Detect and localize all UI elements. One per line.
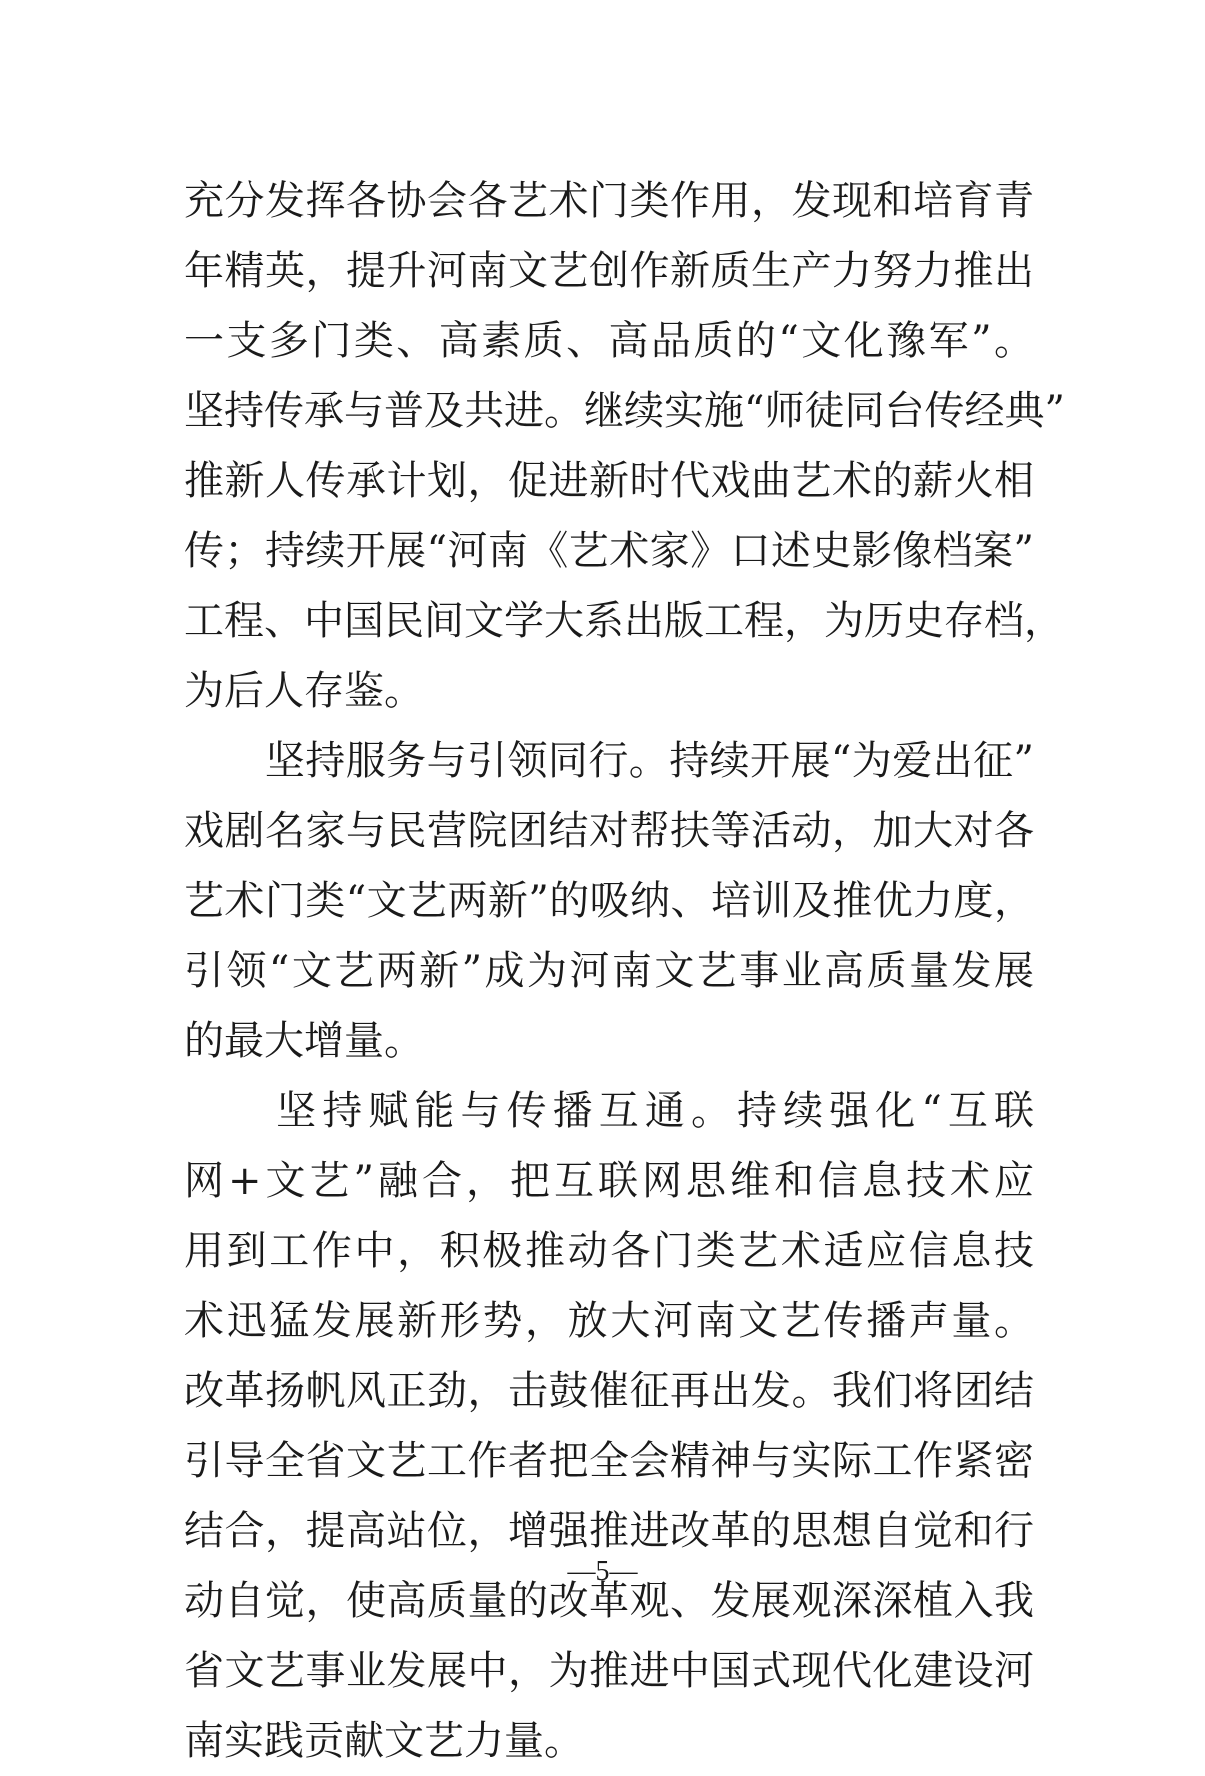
- paragraph-end-line: 为后人存鉴。: [184, 668, 424, 714]
- text-line: 推新人传承计划，促进新时代戏曲艺术的薪火相: [184, 458, 1034, 504]
- text-line: 一支多门类、高素质、高品质的“文化豫军”。: [184, 318, 1034, 364]
- text-line: 引导全省文艺工作者把全会精神与实际工作紧密: [184, 1438, 1034, 1484]
- text-line: 充分发挥各协会各艺术门类作用，发现和培育青: [184, 178, 1034, 224]
- text-line: 动自觉，使高质量的改革观、发展观深深植入我: [184, 1578, 1034, 1624]
- text-line: 坚持赋能与传播互通。持续强化“互联: [184, 1088, 1034, 1134]
- text-line: 网+文艺”融合，把互联网思维和信息技术应: [184, 1158, 1034, 1204]
- paragraph-end-line: 的最大增量。: [184, 1018, 424, 1064]
- text-line: 艺术门类“文艺两新”的吸纳、培训及推优力度，: [184, 878, 1034, 924]
- text-line: 年精英，提升河南文艺创作新质生产力努力推出: [184, 248, 1034, 294]
- text-line: 传；持续开展“河南《艺术家》口述史影像档案”: [184, 528, 1034, 574]
- text-line: 结合，提高站位，增强推进改革的思想自觉和行: [184, 1508, 1034, 1554]
- text-line: 戏剧名家与民营院团结对帮扶等活动，加大对各: [184, 808, 1034, 854]
- text-line: 省文艺事业发展中，为推进中国式现代化建设河: [184, 1648, 1034, 1694]
- paragraph-end-line: 南实践贡献文艺力量。: [184, 1718, 584, 1764]
- body-text: [184, 166, 1065, 1776]
- text-line: 坚持传承与普及共进。继续实施“师徒同台传经典”: [184, 388, 1065, 434]
- text-line: 改革扬帆风正劲，击鼓催征再出发。我们将团结: [184, 1368, 1034, 1414]
- text-line: 用到工作中，积极推动各门类艺术适应信息技: [184, 1228, 1034, 1274]
- text-line: 术迅猛发展新形势，放大河南文艺传播声量。: [184, 1298, 1034, 1344]
- text-line: 坚持服务与引领同行。持续开展“为爱出征”: [184, 738, 1034, 784]
- text-line: 引领“文艺两新”成为河南文艺事业高质量发展: [184, 948, 1034, 994]
- text-line: 工程、中国民间文学大系出版工程，为历史存档，: [184, 598, 1064, 644]
- page-number: —5—: [567, 1556, 638, 1587]
